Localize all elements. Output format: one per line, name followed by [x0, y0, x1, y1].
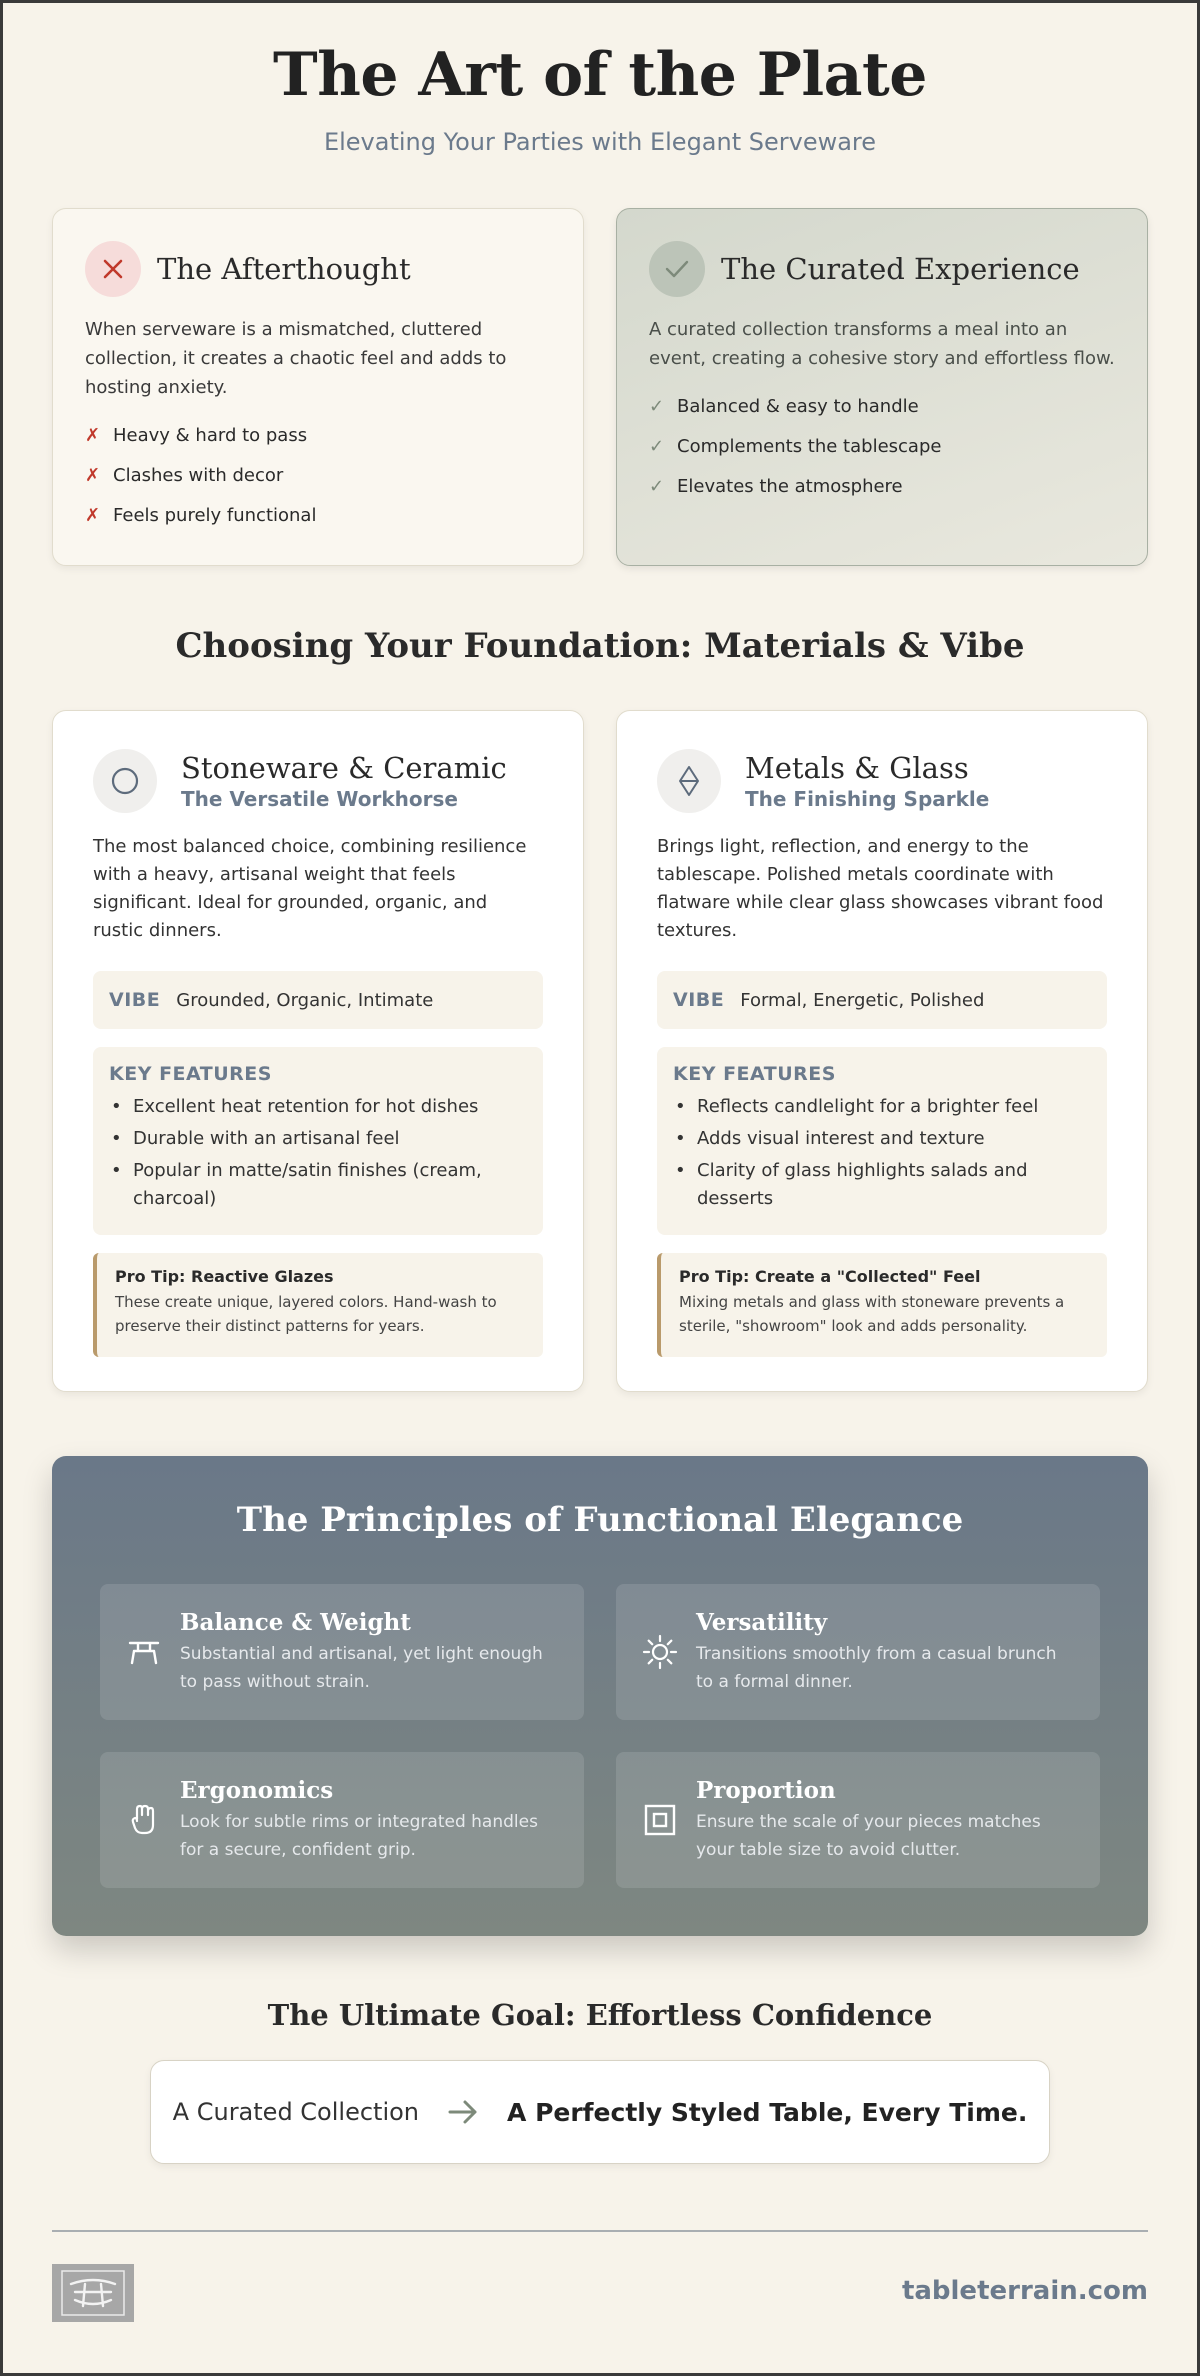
afterthought-list	[85, 416, 551, 536]
curated-title: The Curated Experience	[721, 252, 1080, 286]
list-item: • Reflects candlelight for a brighter feel	[673, 1093, 1091, 1121]
metals-pro-tip	[657, 1253, 1107, 1357]
vibe-text: Formal, Energetic, Polished	[740, 989, 985, 1011]
page-subtitle: Elevating Your Parties with Elegant Serveware	[323, 128, 877, 156]
principle-content	[696, 1609, 1076, 1696]
list-item	[649, 387, 1115, 427]
metals-header	[657, 749, 1107, 813]
check-mark-icon: ✓	[649, 396, 665, 417]
list-item: • Durable with an artisanal feel	[109, 1125, 527, 1153]
stoneware-features	[93, 1047, 543, 1235]
cross-mark-icon: ✗	[85, 425, 101, 446]
curated-description: A curated collection transforms a meal into an event, creating a cohesive story and effortless flow.	[649, 319, 1115, 369]
goal-from: A Curated Collection	[172, 2098, 420, 2126]
site-url[interactable]: tableterrain.com	[901, 2276, 1148, 2306]
stoneware-description: The most balanced choice, combining resilience with a heavy, artisanal weight that feels significant. Ideal for grounded, organic, and rustic dinners.	[93, 836, 527, 941]
principle-content	[696, 1777, 1076, 1864]
list-item-text: Balanced & easy to handle	[677, 396, 919, 417]
cross-mark-icon: ✗	[85, 465, 101, 486]
goal-box	[150, 2060, 1050, 2164]
stoneware-heading-group	[181, 750, 507, 812]
metals-subtitle: The Finishing Sparkle	[745, 787, 990, 811]
vibe-label: VIBE	[109, 989, 161, 1011]
principle-ergonomics	[100, 1752, 584, 1888]
check-icon	[649, 241, 705, 297]
x-icon	[85, 241, 141, 297]
principle-proportion	[616, 1752, 1100, 1888]
list-item: • Adds visual interest and texture	[673, 1125, 1091, 1153]
afterthought-description: When serveware is a mismatched, cluttered collection, it creates a chaotic feel and adds to hosting anxiety.	[85, 319, 507, 398]
features-label: KEY FEATURES	[109, 1063, 272, 1085]
principles-panel	[52, 1456, 1148, 1936]
tip-title: Pro Tip: Create a "Collected" Feel	[679, 1267, 981, 1286]
stoneware-header	[93, 749, 543, 813]
list-item-text: Complements the tablescape	[677, 436, 942, 457]
curated-list	[649, 387, 1115, 507]
principles-title: The Principles of Functional Elegance	[236, 1500, 964, 1540]
principle-text: Ensure the scale of your pieces matches your table size to avoid clutter.	[696, 1811, 1041, 1860]
principle-versatility	[616, 1584, 1100, 1720]
list-item	[85, 456, 551, 496]
features-list	[109, 1093, 527, 1213]
list-item	[85, 416, 551, 456]
list-item-text: Elevates the atmosphere	[677, 476, 903, 497]
tip-text: Mixing metals and glass with stoneware prevents a sterile, "showroom" look and adds personality.	[679, 1293, 1065, 1335]
square-frame-icon	[640, 1800, 680, 1840]
principle-balance	[100, 1584, 584, 1720]
table-icon	[124, 1632, 164, 1672]
table-logo-icon	[52, 2264, 134, 2322]
metals-description: Brings light, reflection, and energy to the tablescape. Polished metals coordinate with flatware while clear glass showcases vibrant food textures.	[657, 836, 1104, 941]
curated-card	[616, 208, 1148, 566]
stoneware-card	[52, 710, 584, 1392]
metals-features	[657, 1047, 1107, 1235]
sun-icon	[640, 1632, 680, 1672]
features-label: KEY FEATURES	[673, 1063, 836, 1085]
page-title: The Art of the Plate	[273, 40, 927, 110]
stoneware-pro-tip	[93, 1253, 543, 1357]
principle-title: Proportion	[696, 1776, 836, 1804]
list-item-text: Feels purely functional	[113, 505, 317, 526]
vibe-label: VIBE	[673, 989, 725, 1011]
list-item: • Clarity of glass highlights salads and desserts	[673, 1157, 1091, 1213]
cross-mark-icon: ✗	[85, 505, 101, 526]
principle-content	[180, 1777, 560, 1864]
goal-heading: The Ultimate Goal: Effortless Confidence	[267, 1998, 933, 2032]
metals-heading-group	[745, 750, 989, 812]
list-item: • Popular in matte/satin finishes (cream, charcoal)	[109, 1157, 527, 1213]
metals-title: Metals & Glass	[745, 751, 969, 785]
metals-card	[616, 710, 1148, 1392]
goal-to: A Perfectly Styled Table, Every Time.	[507, 2097, 1028, 2127]
arrow-right-icon	[447, 2099, 479, 2125]
principle-text: Look for subtle rims or integrated handles for a secure, confident grip.	[180, 1811, 538, 1860]
tip-title: Pro Tip: Reactive Glazes	[115, 1267, 334, 1286]
metals-vibe	[657, 971, 1107, 1029]
materials-heading: Choosing Your Foundation: Materials & Vibe	[175, 626, 1025, 666]
list-item	[85, 496, 551, 536]
afterthought-card	[52, 208, 584, 566]
principle-content	[180, 1609, 560, 1696]
stoneware-vibe	[93, 971, 543, 1029]
tip-text: These create unique, layered colors. Hand-wash to preserve their distinct patterns for years.	[115, 1293, 497, 1335]
principle-title: Balance & Weight	[180, 1608, 411, 1636]
features-list	[673, 1093, 1091, 1213]
principle-title: Ergonomics	[180, 1776, 334, 1804]
circle-icon	[93, 749, 157, 813]
list-item	[649, 427, 1115, 467]
principle-title: Versatility	[696, 1608, 828, 1636]
afterthought-title: The Afterthought	[157, 252, 411, 286]
check-mark-icon: ✓	[649, 476, 665, 497]
list-item-text: Heavy & hard to pass	[113, 425, 308, 446]
list-item: • Excellent heat retention for hot dishes	[109, 1093, 527, 1121]
stoneware-title: Stoneware & Ceramic	[181, 751, 507, 785]
check-mark-icon: ✓	[649, 436, 665, 457]
principle-text: Substantial and artisanal, yet light enough to pass without strain.	[180, 1643, 543, 1692]
principle-text: Transitions smoothly from a casual brunch to a formal dinner.	[696, 1643, 1057, 1692]
stoneware-subtitle: The Versatile Workhorse	[181, 787, 458, 811]
curated-header	[649, 241, 1115, 297]
list-item	[649, 467, 1115, 507]
footer-divider	[52, 2230, 1148, 2232]
diamond-icon	[657, 749, 721, 813]
list-item-text: Clashes with decor	[113, 465, 284, 486]
afterthought-header	[85, 241, 551, 297]
hand-icon	[124, 1800, 164, 1840]
vibe-text: Grounded, Organic, Intimate	[176, 989, 434, 1011]
